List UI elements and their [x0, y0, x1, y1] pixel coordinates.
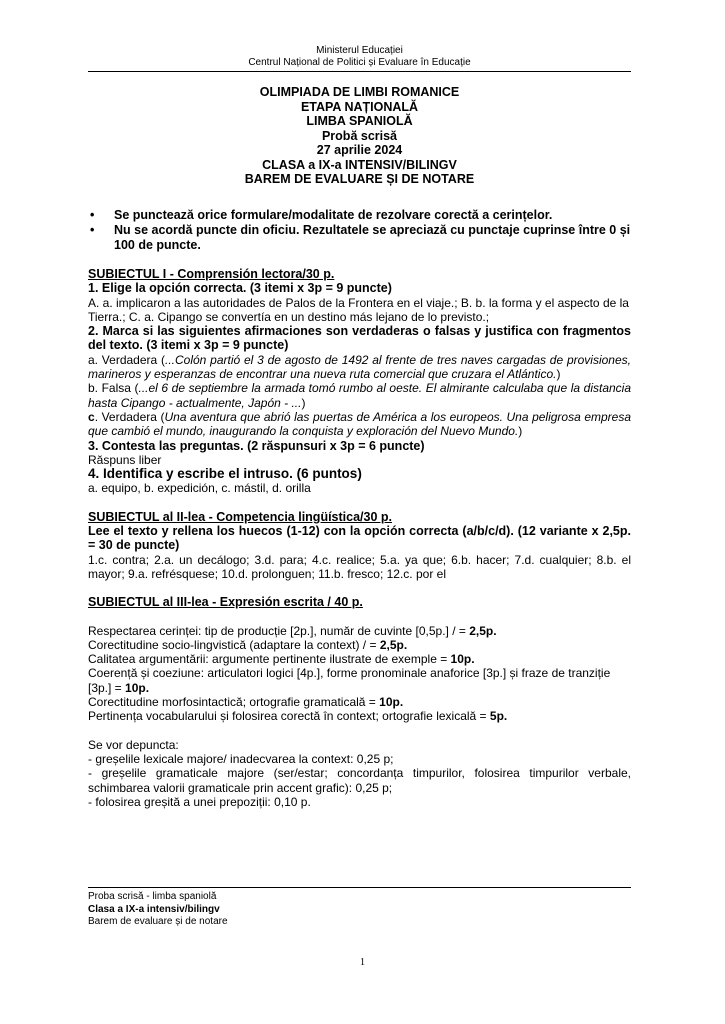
title-test-type: Probă scrisă [321, 128, 398, 143]
s3-criterion [88, 695, 631, 709]
s3-criterion-text: Calitatea argumentării: argumente pertinente ilustrate de exemple = [88, 652, 451, 667]
s3-deduction-grammar: - greșelile gramaticale majore (ser/estar; concordanța timpurilor, folosirea timpurilor verbale, schimbarea valorii gramaticale prin accent grafic): 0,25 p; [88, 766, 631, 795]
s1-q2a-quote: ...Colón partió el 3 de agosto de 1492 al frente de tres naves cargadas de provisiones, marineros y esperanzas de encontrar una nueva ruta comercial que cruzara el Atlántico. [88, 352, 631, 382]
s1-q2c-label: . Verdadera ( [94, 409, 165, 424]
s1-q2c-close: ) [518, 424, 523, 439]
s3-criterion-text: Coerență și coeziune: articulatori logici [4p.], forme pronominale anaforice [3p.] și fraze de tranziție [3p.] = [88, 666, 611, 695]
s3-criterion [88, 709, 631, 723]
s2-answers: 1.c. contra; 2.a. un decálogo; 3.d. para; 4.c. realice; 5.a. ya que; 6.b. hacer; 7.d. cualquier; 8.b. el mayor; 9.a. refrésquese; 10.d. prolonguen; 11.b. fresco; 12.c. por el [88, 552, 631, 581]
s3-criterion [88, 666, 631, 695]
s3-criterion-text: Corectitudine morfosintactică; ortografie gramaticală = [88, 695, 380, 710]
s2-task-title: Lee el texto y rellena los huecos (1-12) con la opción correcta (a/b/c/d). (12 variante x 2,5p. = 30 de puncte) [88, 524, 631, 553]
document-title [88, 85, 631, 187]
s3-deduction-preposition: - folosirea greșită a unei prepoziții: 0,10 p. [88, 794, 311, 809]
s1-q3-title: 3. Contesta las preguntas. (2 răspunsuri x 3p = 6 puncte) [88, 438, 425, 453]
section-2-heading: SUBIECTUL al II-lea - Competencia lingüística/30 p. [88, 509, 393, 524]
s3-criterion-points: 5p. [489, 709, 508, 724]
title-barem: BAREM DE EVALUARE ȘI DE NOTARE [244, 172, 475, 186]
bullet-text-formulation: Se punctează orice formulare/modalitate de rezolvare corectă a cerințelor. [114, 208, 553, 222]
header-divider [88, 71, 631, 72]
s1-q2a-close: ) [556, 367, 561, 382]
s3-criterion [88, 638, 631, 652]
s1-q2c-letter: c [88, 409, 95, 424]
s1-q2b-quote: ...el 6 de septiembre la armada tomó rumbo al oeste. El almirante calculaba que la distancia hasta Cipango - actualmente, Japón - ... [88, 381, 632, 410]
s1-q1-answer: A. a. implicaron a las autoridades de Palos de la Frontera en el viaje.; B. b. la forma y el aspecto de la Tierra.; C. a. Cipango se convertía en un destino más lejano de lo previsto.; [88, 295, 629, 324]
s1-q4-title: 4. Identifica y escribe el intruso. (6 puntos) [88, 466, 362, 482]
title-class: CLASA a IX-a INTENSIV/BILINGV [262, 157, 457, 172]
s1-q2b-label: b. Falsa ( [88, 381, 139, 396]
footer-barem: Barem de evaluare și de notare [88, 916, 228, 927]
bullet-item [88, 223, 631, 253]
footer-class: Clasa a IX-a intensiv/bilingv [88, 903, 220, 915]
s3-criterion-points: 2,5p. [379, 637, 408, 652]
s3-criterion [88, 624, 631, 638]
footer-divider [88, 887, 631, 888]
s1-q3-answer: Răspuns liber [88, 452, 162, 467]
s3-deduction-lexical: - greșelile lexicale majore/ inadecvarea la context: 0,25 p; [88, 751, 394, 766]
footer-test: Proba scrisă - limba spaniolă [88, 891, 217, 902]
s1-q2-title: 2. Marca si las siguientes afirmaciones son verdaderas o falsas y justifica con fragmentos del texto. (3 itemi x 3p = 9 puncte) [88, 324, 631, 353]
s3-criterion [88, 652, 631, 666]
s1-q2a-label: a. Verdadera ( [88, 352, 165, 367]
s3-criterion-points: 2,5p. [469, 623, 497, 638]
s3-criterion-points: 10p. [450, 652, 475, 667]
s1-q2b-close: ) [301, 395, 306, 410]
bullet-text-points: Nu se acordă puncte din oficiu. Rezultatele se apreciază cu punctaje cuprinse între 0 și 100 de puncte. [114, 223, 631, 252]
s1-q2-answer-b [88, 381, 631, 410]
title-date: 27 aprilie 2024 [316, 143, 403, 157]
s3-criterion-points: 10p. [379, 695, 404, 710]
s3-criterion-text: Corectitudine socio-lingvistică (adaptare la context) / = [88, 637, 380, 652]
section-3-heading: SUBIECTUL al III-lea - Expresión escrita / 40 p. [88, 595, 363, 610]
s3-criterion-points: 10p. [125, 680, 150, 695]
title-stage: ETAPA NAȚIONALĂ [300, 99, 419, 114]
title-language: LIMBA SPANIOLĂ [306, 114, 413, 128]
header-ministry: Ministerul Educației [316, 45, 403, 56]
s1-q4-answer: a. equipo, b. expedición, c. mástil, d. orilla [88, 481, 311, 496]
s1-q2c-quote: Una aventura que abrió las puertas de América a los europeos. Una peligrosa empresa que cambió el mundo, inaugurando la conquista y exploración del Nuevo Mundo. [88, 409, 632, 439]
s3-criterion-text: Pertinența vocabularului și folosirea corectă în context; ortografie lexicală = [88, 709, 490, 724]
title-olympiad: OLIMPIADA DE LIMBI ROMANICE [259, 85, 460, 99]
s1-q1-title: 1. Elige la opción correcta. (3 itemi x 3p = 9 puncte) [88, 281, 392, 296]
s3-deductions-intro: Se vor depuncta: [88, 737, 179, 752]
section-1-heading: SUBIECTUL I - Comprensión lectora/30 p. [88, 267, 335, 281]
bullet-item [88, 208, 631, 223]
s1-q2-answer-c [88, 410, 631, 439]
s3-criterion-text: Respectarea cerinței: tip de producție [2p.], număr de cuvinte [0,5p.] / = [88, 623, 470, 638]
s1-q2-answer-a [88, 353, 631, 382]
bullet-icon: • [90, 223, 95, 237]
page-footer [88, 891, 228, 929]
document-body [88, 208, 631, 809]
header-center: Centrul Național de Politici și Evaluare în Educație [248, 57, 471, 68]
bullet-icon: • [90, 208, 95, 222]
page-number: 1 [360, 957, 365, 968]
